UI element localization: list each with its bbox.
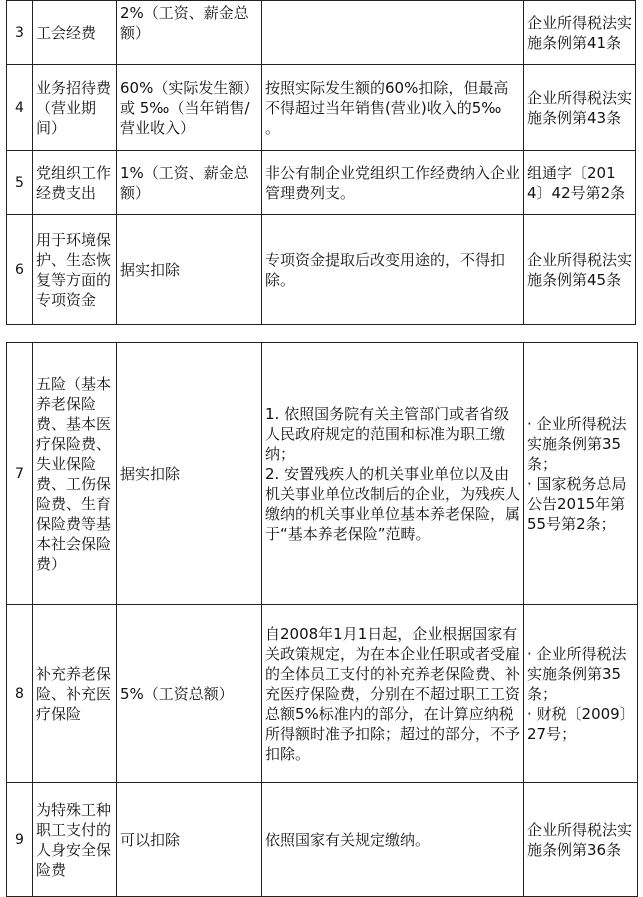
item-cell: 五险（基本养老保险费、基本医疗保险费、失业保险费、工伤保险费、生育保险费等基本社会保险费） bbox=[33, 343, 117, 605]
table-row bbox=[7, 65, 636, 151]
item-cell: 工会经费 bbox=[33, 1, 117, 65]
description-cell: 专项资金提取后改变用途的，不得扣除。 bbox=[262, 215, 524, 325]
basis-cell: · 企业所得税法实施条例第35条； · 国家税务总局公告2015年第55号第2条； bbox=[524, 343, 638, 605]
row-number: 8 bbox=[7, 605, 33, 783]
row-number: 5 bbox=[7, 151, 33, 215]
table-row bbox=[7, 151, 636, 215]
item-cell: 为特殊工种职工支付的人身安全保险费 bbox=[33, 783, 117, 897]
ratio-cell: 可以扣除 bbox=[117, 783, 262, 897]
basis-cell: 企业所得税法实施条例第36条 bbox=[524, 783, 638, 897]
item-cell: 党组织工作经费支出 bbox=[33, 151, 117, 215]
table-row bbox=[7, 215, 636, 325]
description-cell bbox=[262, 1, 524, 65]
basis-cell: 企业所得税法实施条例第43条 bbox=[524, 65, 636, 151]
table-row bbox=[7, 343, 638, 605]
description-cell: 自2008年1月1日起，企业根据国家有关政策规定，为在本企业任职或者受雇的全体员工支付的补充养老保险费、补充医疗保险费，分别在不超过职工工资总额5%标准内的部分，在计算应纳税所得额时准予扣除；超过的部分，不予扣除。 bbox=[262, 605, 524, 783]
item-cell: 业务招待费（营业期间） bbox=[33, 65, 117, 151]
row-number: 4 bbox=[7, 65, 33, 151]
row-number: 9 bbox=[7, 783, 33, 897]
ratio-cell: 5%（工资总额） bbox=[117, 605, 262, 783]
table-row bbox=[7, 1, 636, 65]
deduction-table-bottom bbox=[6, 342, 638, 897]
ratio-cell: 据实扣除 bbox=[117, 343, 262, 605]
ratio-cell: 60%（实际发生额）或 5‰（当年销售/营业收入） bbox=[117, 65, 262, 151]
description-cell: 依照国家有关规定缴纳。 bbox=[262, 783, 524, 897]
deduction-table-top bbox=[6, 0, 636, 325]
row-number: 7 bbox=[7, 343, 33, 605]
description-cell: 非公有制企业党组织工作经费纳入企业管理费列支。 bbox=[262, 151, 524, 215]
description-cell: 按照实际发生额的60%扣除，但最高不得超过当年销售(营业)收入的5‰ 。 bbox=[262, 65, 524, 151]
item-cell: 用于环境保护、生态恢复等方面的专项资金 bbox=[33, 215, 117, 325]
item-cell: 补充养老保险、补充医疗保险 bbox=[33, 605, 117, 783]
basis-cell: 企业所得税法实施条例第41条 bbox=[524, 1, 636, 65]
basis-cell: 企业所得税法实施条例第45条 bbox=[524, 215, 636, 325]
ratio-cell: 1%（工资、薪金总额） bbox=[117, 151, 262, 215]
basis-cell: 组通字〔2014〕42号第2条 bbox=[524, 151, 636, 215]
table-row bbox=[7, 605, 638, 783]
table-row bbox=[7, 783, 638, 897]
row-number: 3 bbox=[7, 1, 33, 65]
description-cell: 1. 依照国务院有关主管部门或者省级人民政府规定的范围和标准为职工缴纳； 2. 安置残疾人的机关事业单位以及由机关事业单位改制后的企业，为残疾人缴纳的机关事业单位基本养老保险，属于“基本养老保险”范畴。 bbox=[262, 343, 524, 605]
ratio-cell: 据实扣除 bbox=[117, 215, 262, 325]
basis-cell: · 企业所得税法实施条例第35条； · 财税〔2009〕27号； bbox=[524, 605, 638, 783]
ratio-cell: 2%（工资、薪金总额） bbox=[117, 1, 262, 65]
row-number: 6 bbox=[7, 215, 33, 325]
